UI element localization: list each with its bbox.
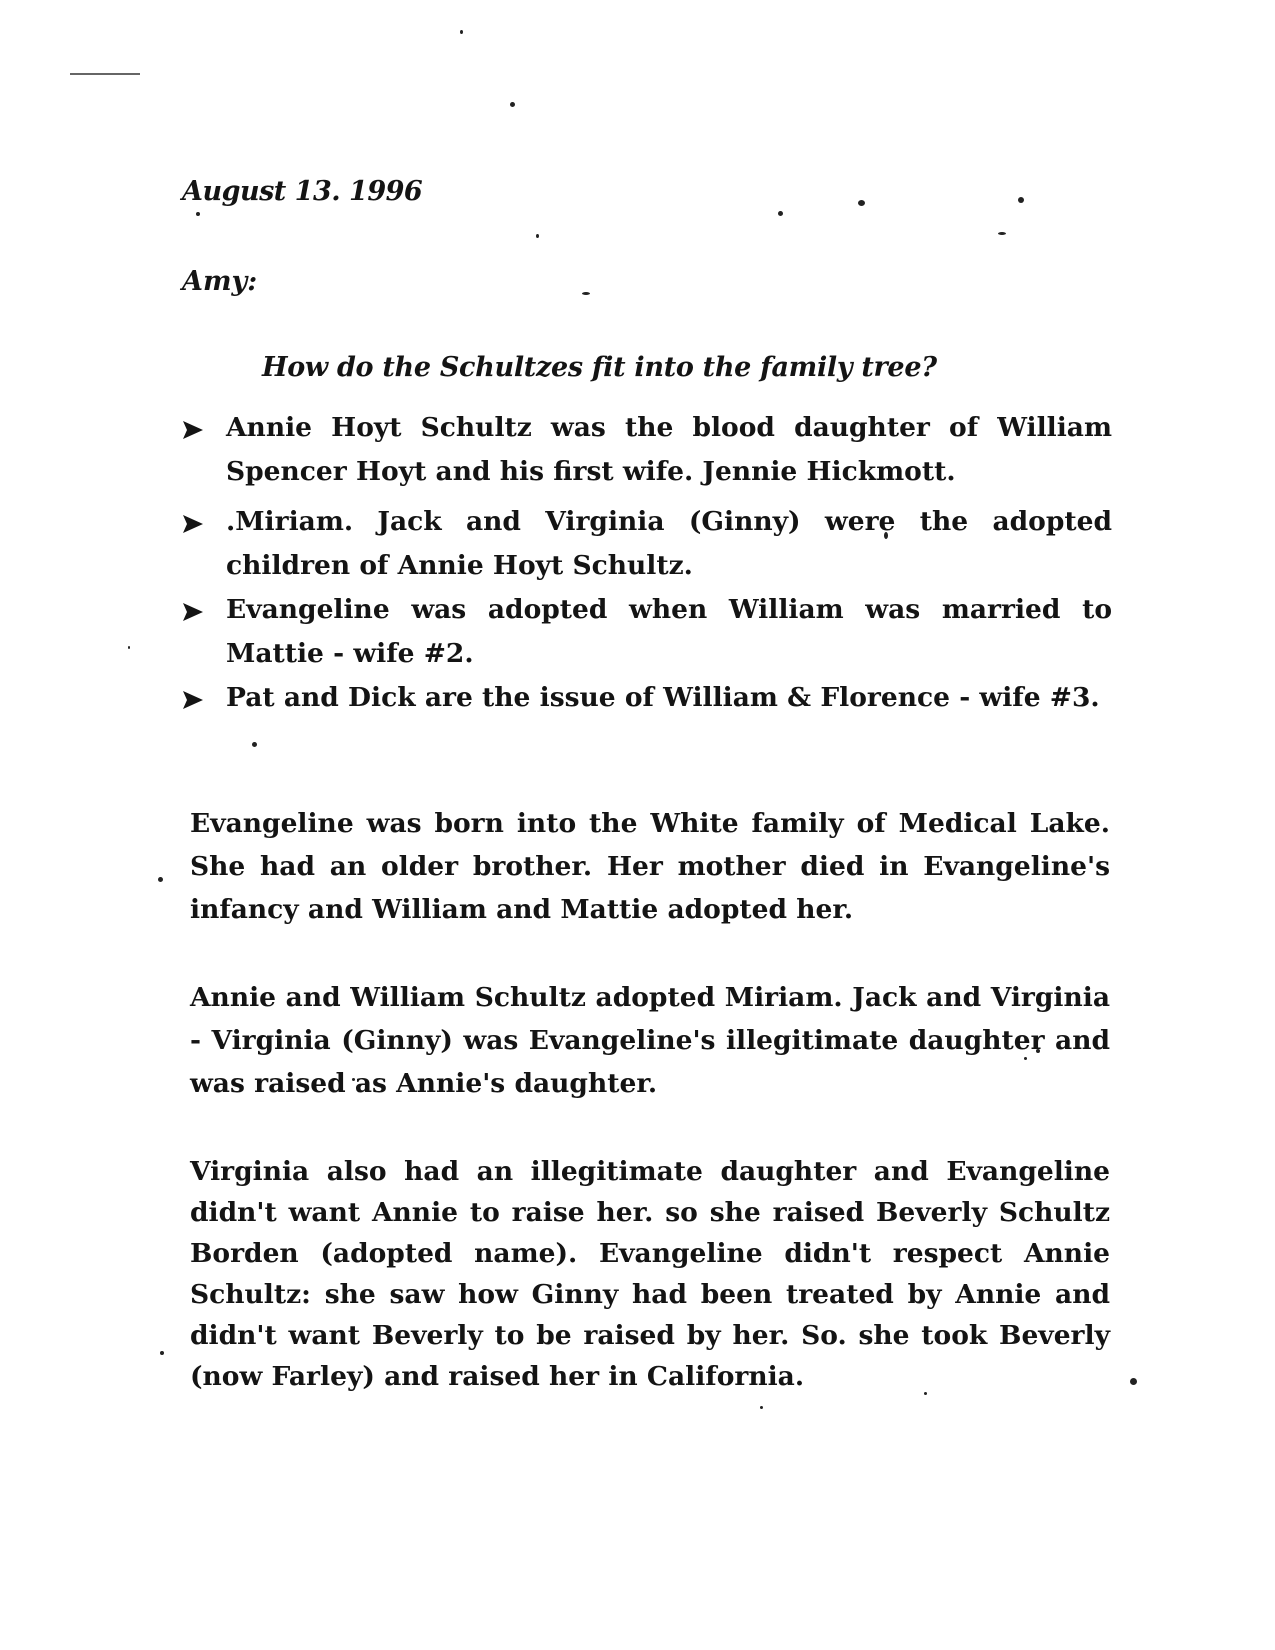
bullet-item	[182, 588, 1112, 676]
scan-speck	[252, 742, 257, 747]
bullet-text: .Miriam. Jack and Virginia (Ginny) were the adopted children of Annie Hoyt Schultz.	[226, 506, 1112, 581]
arrowhead-bullet-icon	[182, 602, 204, 622]
scan-speck	[778, 211, 783, 216]
paragraph: Evangeline was born into the White family of Medical Lake. She had an older brother. Her mother died in Evangeline's infancy and William and Mattie adopted her.	[190, 808, 1110, 925]
scan-speck	[128, 646, 130, 649]
arrowhead-bullet-icon	[182, 420, 204, 440]
arrowhead-bullet-icon	[182, 690, 204, 710]
scan-speck	[460, 30, 463, 34]
letter-heading: How do the Schultzes fit into the family tree?	[262, 352, 937, 383]
scan-speck	[858, 200, 865, 206]
scan-speck	[196, 212, 200, 216]
salutation: Amy:	[182, 266, 258, 297]
scan-speck	[760, 1406, 763, 1409]
paragraph: Virginia also had an illegitimate daughter and Evangeline didn't want Annie to raise her. so she raised Beverly Schultz Borden (adopted name). Evangeline didn't respect Annie Schultz: she saw how Ginny had been treated by Annie and didn't want Beverly to be raised by her. So. she took Beverly (now Farley) and raised her in California.	[190, 1156, 1110, 1392]
letter-date: August 13. 1996	[182, 176, 423, 207]
scan-speck	[582, 292, 590, 295]
bullet-item	[182, 676, 1112, 720]
scan-speck	[1018, 197, 1024, 203]
scan-speck	[998, 232, 1006, 235]
arrowhead-bullet-icon	[182, 514, 204, 534]
scan-artifact-line	[70, 73, 140, 75]
scan-speck	[536, 234, 539, 238]
bullet-text: Annie Hoyt Schultz was the blood daughter of William Spencer Hoyt and his first wife. Jennie Hickmott.	[226, 412, 1112, 487]
scan-speck	[510, 102, 515, 107]
bullet-text: Pat and Dick are the issue of William & Florence - wife #3.	[226, 682, 1100, 713]
scan-speck	[160, 1351, 164, 1355]
bullet-item	[182, 406, 1112, 494]
bullet-text: Evangeline was adopted when William was married to Mattie - wife #2.	[226, 594, 1112, 669]
paragraph: Annie and William Schultz adopted Miriam. Jack and Virginia - Virginia (Ginny) was Evangeline's illegitimate daughter and was raised as Annie's daughter.	[190, 982, 1110, 1099]
bullet-item	[182, 500, 1112, 588]
bullet-list	[182, 406, 1112, 720]
scan-speck	[158, 877, 163, 882]
scan-speck	[1130, 1378, 1137, 1385]
